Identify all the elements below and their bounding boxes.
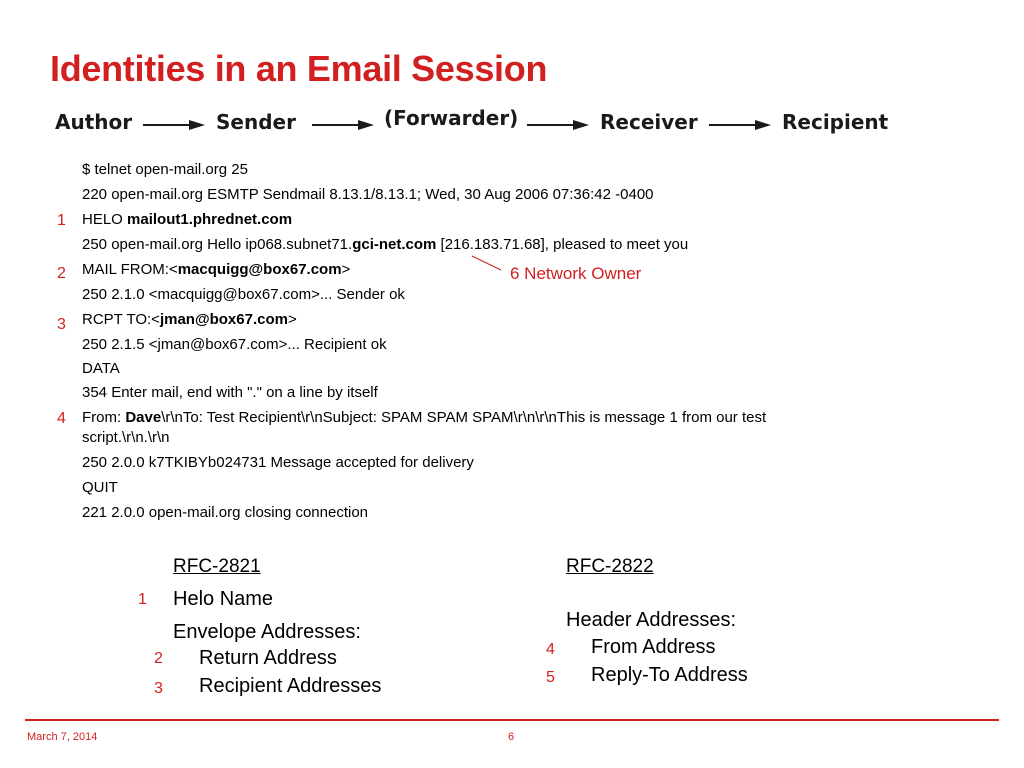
network-domain: gci-net.com [352,236,437,253]
flow-receiver: Receiver [600,110,698,134]
return-address: macquigg@box67.com [177,261,342,278]
session-line: From: Dave\r\nTo: Test Recipient\r\nSubject: SPAM SPAM SPAM\r\n\r\nThis is message 1 from our test [82,409,767,426]
header-addresses-item: Header Addresses: [566,609,737,631]
page-number: 6 [508,731,515,743]
marker-1: 1 [57,212,66,229]
session-line: 221 2.0.0 open-mail.org closing connection [82,504,369,521]
session-line: 250 2.0.0 k7TKIBYb024731 Message accepted for delivery [82,454,474,471]
helo-name-item: Helo Name [173,588,274,610]
flow-forwarder: (Forwarder) [384,106,519,130]
flow-recipient: Recipient [782,110,889,134]
arrow-right-icon [527,120,589,130]
rfc2821-heading: RFC-2821 [173,556,261,577]
note-pointer-line [470,254,504,272]
recipient-addresses-item: Recipient Addresses [199,675,382,697]
network-owner-note: 6 Network Owner [510,264,642,283]
session-line: script.\r\n.\r\n [82,429,170,446]
marker-2: 2 [154,650,163,667]
session-line: QUIT [82,479,118,496]
marker-5: 5 [546,669,555,686]
session-line: HELO mailout1.phrednet.com [82,211,293,228]
session-line: 250 2.1.0 <macquigg@box67.com>... Sender ok [82,286,405,303]
from-display-name: Dave [125,409,162,426]
session-line: 354 Enter mail, end with "." on a line by itself [82,384,378,401]
slide-title: Identities in an Email Session [50,48,548,89]
flow-author: Author [55,110,133,134]
session-line: RCPT TO:<jman@box67.com> [82,311,297,328]
arrow-right-icon [143,120,205,130]
footer-rule [25,719,999,721]
session-line: DATA [82,360,120,377]
reply-to-address-item: Reply-To Address [591,664,748,686]
session-line: 250 2.1.5 <jman@box67.com>... Recipient ok [82,336,387,353]
marker-4: 4 [546,641,555,658]
arrow-right-icon [312,120,374,130]
session-line: $ telnet open-mail.org 25 [82,161,248,178]
footer-date: March 7, 2014 [27,731,98,743]
marker-1: 1 [138,591,147,608]
helo-name: mailout1.phrednet.com [127,211,293,228]
recipient-address: jman@box67.com [159,311,288,328]
identity-flow [0,100,1024,140]
session-line: 220 open-mail.org ESMTP Sendmail 8.13.1/8.13.1; Wed, 30 Aug 2006 07:36:42 -0400 [82,186,654,203]
from-address-item: From Address [591,636,716,658]
flow-sender: Sender [216,110,296,134]
marker-2: 2 [57,265,66,282]
session-line: 250 open-mail.org Hello ip068.subnet71.gci-net.com [216.183.71.68], pleased to meet you [82,236,689,253]
marker-3: 3 [57,316,66,333]
arrow-right-icon [709,120,771,130]
marker-4: 4 [57,410,66,427]
rfc2822-heading: RFC-2822 [566,556,654,577]
envelope-addresses-item: Envelope Addresses: [173,621,361,643]
session-line: MAIL FROM:<macquigg@box67.com> [82,261,351,278]
return-address-item: Return Address [199,647,337,669]
marker-3: 3 [154,680,163,697]
